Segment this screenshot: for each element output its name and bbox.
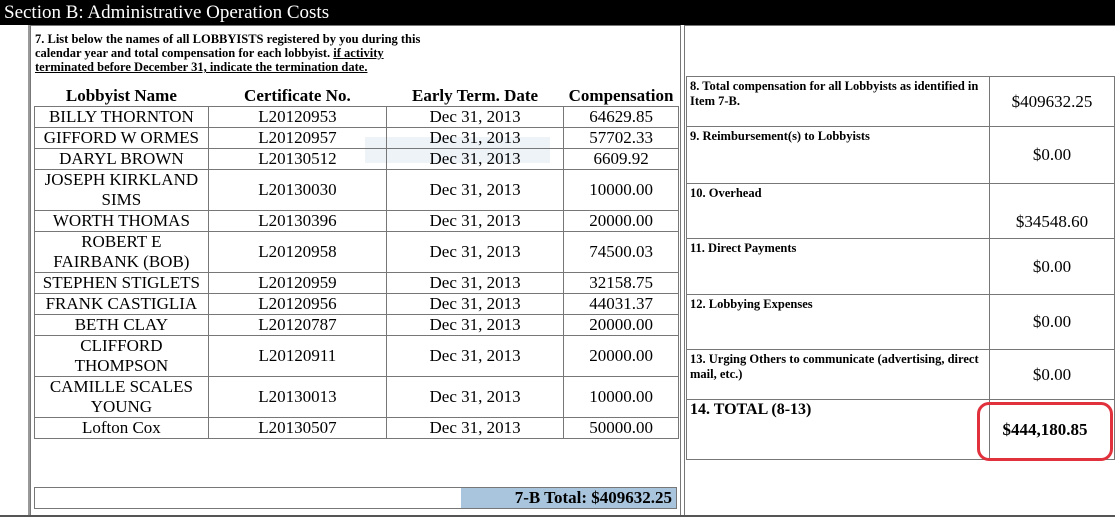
compensation-cell: 50000.00 (564, 418, 679, 439)
lobbyist-name-cell: GIFFORD W ORMES (35, 128, 209, 149)
instruction-line-2-underlined: if activity (333, 46, 384, 60)
total-14-label: 14. TOTAL (8-13) (687, 400, 990, 460)
summary-value: $0.00 (990, 127, 1115, 184)
compensation-cell: 64629.85 (564, 107, 679, 128)
term-date-cell: Dec 31, 2013 (386, 377, 563, 418)
compensation-cell: 32158.75 (564, 273, 679, 294)
certificate-no-cell: L20120956 (208, 294, 386, 315)
lobbyist-name-cell: BILLY THORNTON (35, 107, 209, 128)
table-row (35, 128, 679, 149)
total-7b: 7-B Total: $409632.25 (461, 488, 676, 508)
certificate-no-cell: L20130512 (208, 149, 386, 170)
table-row (35, 294, 679, 315)
term-date-cell: Dec 31, 2013 (386, 211, 563, 232)
compensation-cell: 6609.92 (564, 149, 679, 170)
term-date-cell: Dec 31, 2013 (386, 170, 563, 211)
summary-label: 8. Total compensation for all Lobbyists as identified in Item 7-B. (687, 77, 990, 127)
summary-label: 13. Urging Others to communicate (advertising, direct mail, etc.) (687, 350, 990, 400)
table-row (35, 418, 679, 439)
table-row (35, 149, 679, 170)
instruction-line-1: 7. List below the names of all LOBBYISTS registered by you during this (35, 32, 421, 46)
certificate-no-cell: L20120911 (208, 336, 386, 377)
lobbyist-table (34, 82, 679, 439)
compensation-cell: 44031.37 (564, 294, 679, 315)
header-lobbyist-name: Lobbyist Name (35, 82, 209, 107)
summary-row (687, 350, 1115, 400)
summary-value: $0.00 (990, 239, 1115, 295)
summary-value: $0.00 (990, 350, 1115, 400)
summary-row (687, 295, 1115, 350)
summary-row (687, 127, 1115, 184)
instruction-line-2 (35, 46, 505, 60)
lobbyist-name-cell: CLIFFORD THOMPSON (35, 336, 209, 377)
table-row (35, 315, 679, 336)
header-early-term-date: Early Term. Date (386, 82, 563, 107)
table-row (35, 273, 679, 294)
certificate-no-cell: L20130396 (208, 211, 386, 232)
certificate-no-cell: L20130013 (208, 377, 386, 418)
summary-label: 11. Direct Payments (687, 239, 990, 295)
compensation-cell: 74500.03 (564, 232, 679, 273)
compensation-cell: 20000.00 (564, 211, 679, 232)
compensation-cell: 10000.00 (564, 170, 679, 211)
table-row (35, 377, 679, 418)
lobbyist-name-cell: FRANK CASTIGLIA (35, 294, 209, 315)
certificate-no-cell: L20130030 (208, 170, 386, 211)
table-row (35, 170, 679, 211)
certificate-no-cell: L20120787 (208, 315, 386, 336)
table-row (35, 232, 679, 273)
lobbyist-name-cell: CAMILLE SCALES YOUNG (35, 377, 209, 418)
table-row (35, 107, 679, 128)
instruction-line-2-plain: calendar year and total compensation for each lobbyist. (35, 46, 334, 60)
term-date-cell: Dec 31, 2013 (386, 232, 563, 273)
term-date-cell: Dec 31, 2013 (386, 273, 563, 294)
lobbyist-name-cell: WORTH THOMAS (35, 211, 209, 232)
lobbyist-name-cell: STEPHEN STIGLETS (35, 273, 209, 294)
lobbyist-name-cell: BETH CLAY (35, 315, 209, 336)
compensation-cell: 20000.00 (564, 336, 679, 377)
term-date-cell: Dec 31, 2013 (386, 336, 563, 377)
summary-label: 10. Overhead (687, 184, 990, 239)
term-date-cell: Dec 31, 2013 (386, 149, 563, 170)
certificate-no-cell: L20130507 (208, 418, 386, 439)
summary-row (687, 239, 1115, 295)
summary-label: 9. Reimbursement(s) to Lobbyists (687, 127, 990, 184)
compensation-cell: 57702.33 (564, 128, 679, 149)
lobbyist-name-cell: JOSEPH KIRKLAND SIMS (35, 170, 209, 211)
section-title: Section B: Administrative Operation Costs (0, 0, 1115, 25)
summary-value: $0.00 (990, 295, 1115, 350)
table-header-row (35, 82, 679, 107)
compensation-cell: 10000.00 (564, 377, 679, 418)
instruction-text (35, 32, 505, 74)
lobbyist-name-cell: Lofton Cox (35, 418, 209, 439)
term-date-cell: Dec 31, 2013 (386, 294, 563, 315)
lobbyist-name-cell: DARYL BROWN (35, 149, 209, 170)
header-certificate-no: Certificate No. (208, 82, 386, 107)
bottom-border (0, 515, 1115, 517)
certificate-no-cell: L20120957 (208, 128, 386, 149)
certificate-no-cell: L20120953 (208, 107, 386, 128)
lobbyist-name-cell: ROBERT E FAIRBANK (BOB) (35, 232, 209, 273)
table-row (35, 336, 679, 377)
total-14-value: $444,180.85 (1002, 420, 1088, 439)
compensation-cell: 20000.00 (564, 315, 679, 336)
instruction-line-3 (35, 60, 505, 74)
certificate-no-cell: L20120958 (208, 232, 386, 273)
table-row (35, 211, 679, 232)
summary-label: 12. Lobbying Expenses (687, 295, 990, 350)
summary-row (687, 184, 1115, 239)
summary-row (687, 77, 1115, 127)
instruction-line-3-underlined: terminated before December 31, indicate the termination date. (35, 60, 368, 74)
summary-value: $409632.25 (990, 77, 1115, 127)
term-date-cell: Dec 31, 2013 (386, 128, 563, 149)
term-date-cell: Dec 31, 2013 (386, 107, 563, 128)
header-compensation: Compensation (564, 82, 679, 107)
term-date-cell: Dec 31, 2013 (386, 418, 563, 439)
summary-value: $34548.60 (990, 184, 1115, 239)
term-date-cell: Dec 31, 2013 (386, 315, 563, 336)
certificate-no-cell: L20120959 (208, 273, 386, 294)
